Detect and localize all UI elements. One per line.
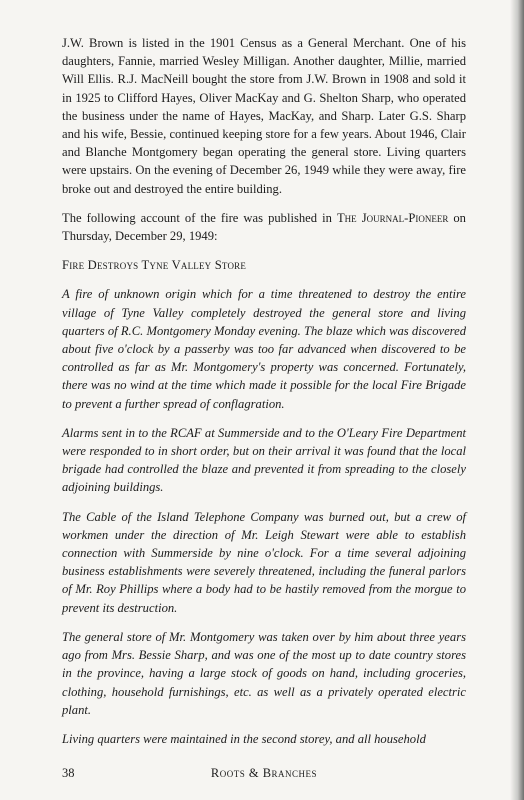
page-binding-shadow — [510, 0, 524, 800]
account-intro-date: on Thursday, December 29, 1949: — [62, 210, 466, 244]
article-paragraph: The general store of Mr. Montgomery was taken over by him about three years ago from Mrs. Bessie Sharp, and was one of the most up to date country stores in the province, having a large stock of goods on hand, including groceries, clothing, household furnishings, etc. as well as a privately operated electric plant. — [62, 629, 466, 717]
article-paragraph: Alarms sent in to the RCAF at Summerside and to the O'Leary Fire Department were responded to in short order, but on their arrival it was found that the local brigade had controlled the blaze and prevented it from spreading to the closely adjoining buildings. — [62, 425, 466, 495]
article-headline: Fire Destroys Tyne Valley Store — [62, 258, 247, 273]
article-paragraph: The Cable of the Island Telephone Company was burned out, but a crew of workmen under the direction of Mr. Leigh Stewart were able to establish connection with Summerside by nine o'clock. For a time several adjoining business establishments were severely threatened, including the funeral parlors of Mr. Roy Phillips where a body had to be hastily removed from the morgue to prevent its destruction. — [62, 509, 466, 615]
intro-paragraph: J.W. Brown is listed in the 1901 Census as a General Merchant. One of his daughters, Fannie, married Wesley Milligan. Another daughter, Millie, married Will Ellis. R.J. MacNeill bought the store from J.W. Brown in 1908 and sold it in 1925 to Clifford Hayes, Oliver MacKay and G. Shelton Sharp, who operated the business under the name of Hayes, MacKay, and Sharp. Later G.S. Sharp and his wife, Bessie, continued keeping store for a few years. About 1946, Clair and Blanche Montgomery began operating the general store. Living quarters were upstairs. On the evening of December 26, 1949 while they were away, fire broke out and destroyed the entire building. — [62, 36, 466, 196]
page-number: 38 — [62, 766, 75, 780]
page-body — [62, 34, 466, 748]
account-intro-text: The following account of the fire was published in — [62, 210, 337, 225]
running-title: Roots & Branches — [210, 766, 318, 780]
newspaper-name: The Journal-Pioneer — [336, 210, 449, 225]
page-footer — [62, 766, 466, 786]
article-paragraph: A fire of unknown origin which for a time threatened to destroy the entire village of Tyne Valley completely destroyed the general store and living quarters of R.C. Montgomery Monday evening. The blaze which was discovered about five o'clock by a passerby was too far advanced when discovered to be controlled as far as Mr. Montgomery's property was concerned. Fortunately, there was no wind at the time which made it possible for the local Fire Brigade to prevent a further spread of conflagration. — [62, 287, 466, 411]
account-intro-paragraph — [62, 209, 466, 245]
article-paragraph: Living quarters were maintained in the second storey, and all household — [62, 731, 426, 746]
